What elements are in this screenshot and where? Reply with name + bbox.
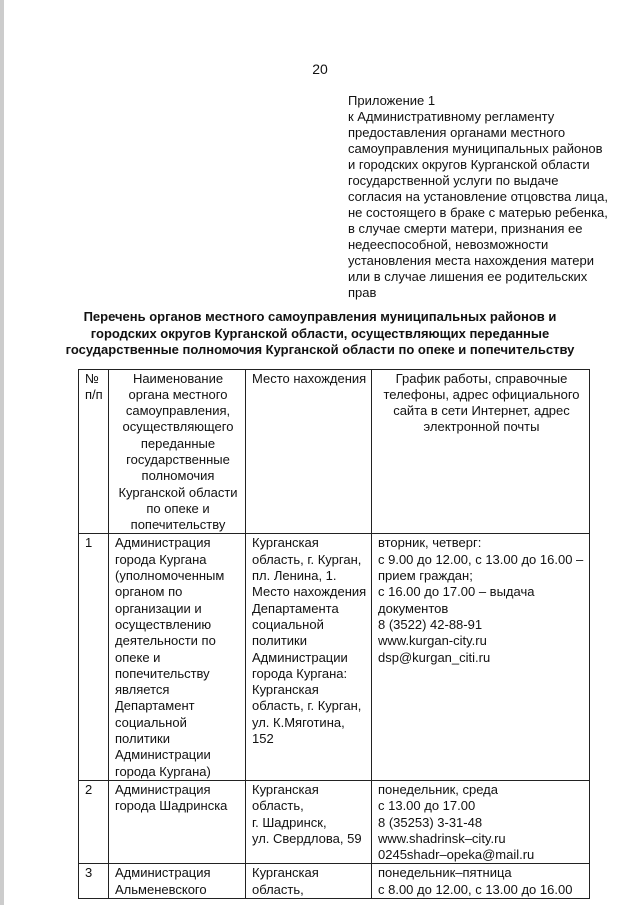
schedule-contacts: понедельник–пятница с 8.00 до 12.00, с 13.00 до 16.00 (372, 864, 590, 899)
header-number: № п/п (79, 369, 109, 534)
header-organ-name: Наименование органа местного самоуправления, осуществляющего переданные государственные полномочия Курганской области по опеке и попечительству (109, 369, 246, 534)
header-location: Место нахождения (246, 369, 372, 534)
organ-name: Администрация Альменевского (109, 864, 246, 899)
organ-name: Администрация города Шадринска (109, 780, 246, 863)
organs-table (78, 369, 590, 900)
schedule-contacts: вторник, четверг: с 9.00 до 12.00, с 13.00 до 16.00 – прием граждан; с 16.00 до 17.00 – выдача документов 8 (3522) 42-88-91 www.kurgan-city.ru dsp@kurgan_citi.ru (372, 534, 590, 780)
location: Курганская область, (246, 864, 372, 899)
row-number: 2 (79, 780, 109, 863)
header-schedule-contacts: График работы, справочные телефоны, адрес официального сайта в сети Интернет, адрес электронной почты (372, 369, 590, 534)
table-row (79, 864, 590, 899)
appendix-heading: Приложение 1 к Административному регламенту предоставления органами местного самоуправления муниципальных районов и городских округов Курганской области государственной услуги по выдаче согласия на установление отцовства лица, не состоящего в браке с матерью ребенка, в случае смерти матери, признания ее недееспособной, невозможности установления места нахождения матери или в случае лишения ее родительских прав (348, 93, 608, 300)
location: Курганская область, г. Шадринск, ул. Свердлова, 59 (246, 780, 372, 863)
row-number: 3 (79, 864, 109, 899)
schedule-contacts: понедельник, среда с 13.00 до 17.00 8 (35253) 3-31-48 www.shadrinsk–city.ru 0245shadr–opeka@mail.ru (372, 780, 590, 863)
table-row (79, 534, 590, 780)
document-title: Перечень органов местного самоуправления муниципальных районов и городских округов Курганской области, осуществляющих переданные государственные полномочия Курганской области по опеке и попечительству (65, 309, 575, 357)
table-row (79, 780, 590, 863)
table-header-row (79, 369, 590, 534)
row-number: 1 (79, 534, 109, 780)
location: Курганская область, г. Курган, пл. Ленина, 1. Место нахождения Департамента социальной политики Администрации города Кургана: Курганская область, г. Курган, ул. К.Мяготина, 152 (246, 534, 372, 780)
scan-edge (0, 0, 4, 905)
organ-name: Администрация города Кургана (уполномоченным органом по организации и осуществлению деятельности по опеке и попечительству является Департамент социальной политики Администрации города Кургана) (109, 534, 246, 780)
page-number: 20 (312, 61, 328, 77)
